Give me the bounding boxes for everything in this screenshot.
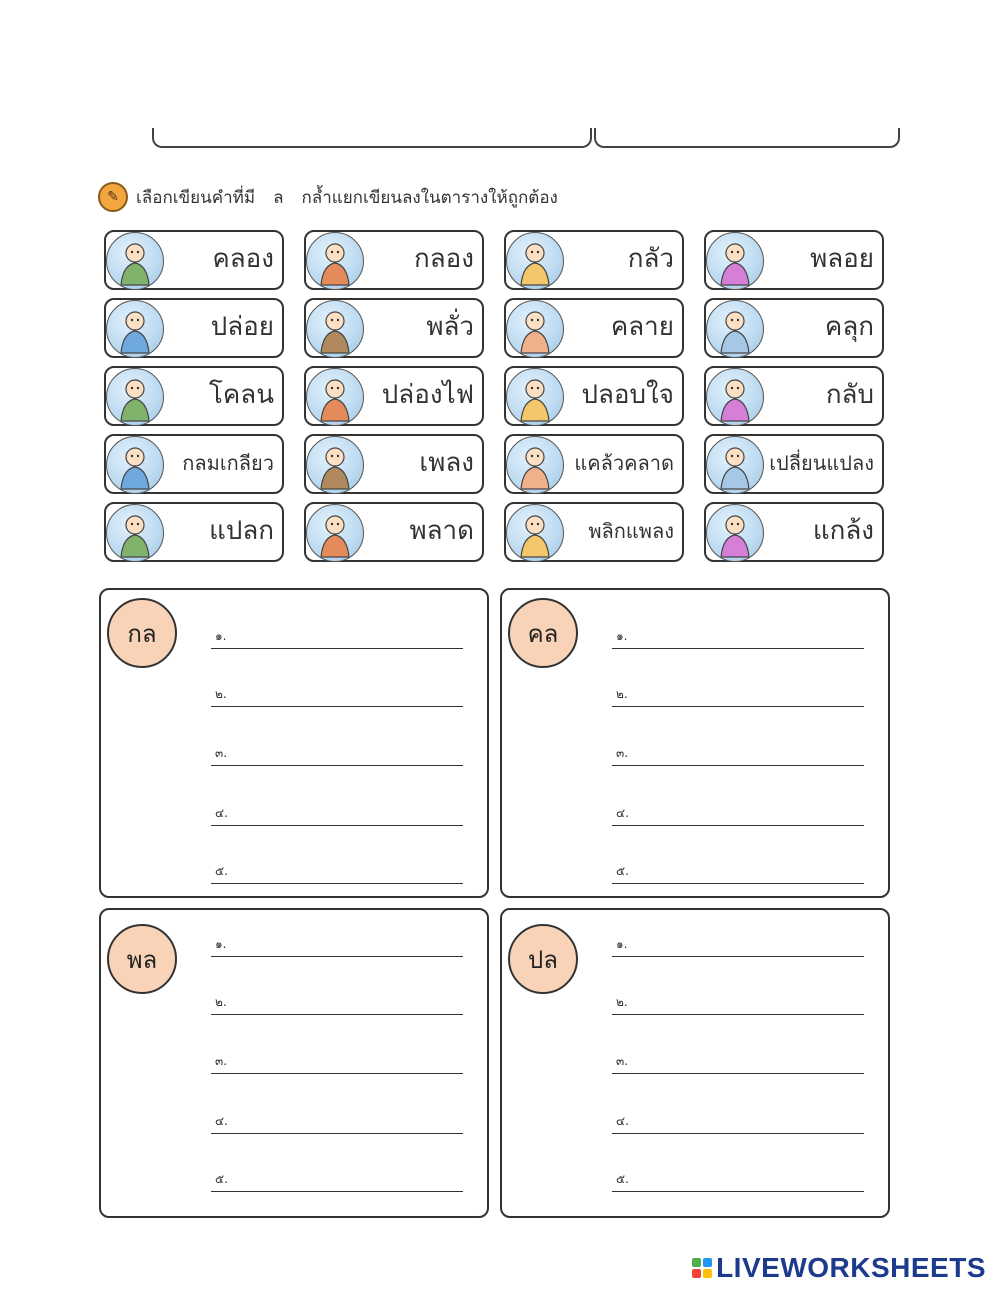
gem-icon bbox=[706, 232, 764, 290]
word-card-text: เปลี่ยนแปลง bbox=[769, 451, 874, 475]
answer-line[interactable]: ๒. bbox=[211, 992, 463, 1015]
answer-line[interactable]: ๒. bbox=[612, 684, 864, 707]
panel-khl bbox=[500, 588, 890, 898]
word-card-text: เพลง bbox=[419, 448, 474, 478]
answer-line[interactable]: ๔. bbox=[612, 1111, 864, 1134]
word-card-text: กลมเกลียว bbox=[182, 451, 274, 475]
answer-line[interactable]: ๓. bbox=[211, 743, 463, 766]
word-card-text: พลอย bbox=[810, 244, 874, 274]
word-card-text: แกล้ง bbox=[812, 516, 874, 546]
answer-line[interactable]: ๑. bbox=[612, 934, 864, 957]
word-card-text: แปลก bbox=[209, 516, 274, 546]
answer-line[interactable]: ๔. bbox=[612, 803, 864, 826]
chimney-icon bbox=[306, 368, 364, 426]
word-card-text: คลุก bbox=[824, 312, 874, 342]
word-card-text: ปล่องไฟ bbox=[381, 380, 474, 410]
word-card-text: พลั่ว bbox=[426, 312, 474, 342]
word-card-text: กลัว bbox=[627, 244, 674, 274]
word-card[interactable] bbox=[304, 230, 482, 288]
comfort-icon bbox=[506, 368, 564, 426]
answer-line[interactable]: ๕. bbox=[211, 1169, 463, 1192]
word-card[interactable] bbox=[704, 434, 882, 492]
mud-icon bbox=[106, 368, 164, 426]
word-card[interactable] bbox=[104, 230, 282, 288]
answer-line[interactable]: ๓. bbox=[612, 743, 864, 766]
word-card[interactable] bbox=[704, 502, 882, 560]
word-card[interactable] bbox=[104, 502, 282, 560]
change-icon bbox=[706, 436, 764, 494]
panel-label-badge: ปล bbox=[508, 924, 578, 994]
answer-line[interactable]: ๑. bbox=[211, 626, 463, 649]
class-field-line[interactable] bbox=[594, 128, 900, 148]
tease-icon bbox=[706, 504, 764, 562]
escape-icon bbox=[506, 436, 564, 494]
river-icon bbox=[106, 232, 164, 290]
instruction bbox=[98, 180, 558, 214]
word-card[interactable] bbox=[504, 230, 682, 288]
instruction-mark: ล bbox=[273, 187, 284, 208]
word-card[interactable] bbox=[704, 230, 882, 288]
answer-line[interactable]: ๔. bbox=[211, 803, 463, 826]
brand-name: LIVEWORKSHEETS bbox=[716, 1252, 986, 1283]
name-field-line[interactable] bbox=[152, 128, 592, 148]
word-card-text: กลอง bbox=[414, 244, 474, 274]
word-card-text: ปลอบใจ bbox=[581, 380, 674, 410]
word-card[interactable] bbox=[504, 434, 682, 492]
word-card[interactable] bbox=[504, 298, 682, 356]
scared-child-icon bbox=[506, 232, 564, 290]
answer-line[interactable]: ๕. bbox=[612, 861, 864, 884]
word-card[interactable] bbox=[304, 298, 482, 356]
word-card[interactable] bbox=[304, 434, 482, 492]
answer-line[interactable]: ๓. bbox=[211, 1051, 463, 1074]
word-card-text: คลอง bbox=[212, 244, 274, 274]
word-card-text: กลับ bbox=[825, 380, 874, 410]
mixing-icon bbox=[706, 300, 764, 358]
word-card[interactable] bbox=[104, 298, 282, 356]
word-card[interactable] bbox=[104, 434, 282, 492]
instruction-text-after: กล้ำแยกเขียนลงในตารางให้ถูกต้อง bbox=[301, 187, 558, 208]
pencil-icon: ✎ bbox=[98, 182, 128, 212]
answer-line[interactable]: ๔. bbox=[211, 1111, 463, 1134]
panel-label-badge: พล bbox=[107, 924, 177, 994]
word-card-text: แคล้วคลาด bbox=[574, 451, 674, 475]
answer-line[interactable]: ๒. bbox=[612, 992, 864, 1015]
return-home-icon bbox=[706, 368, 764, 426]
word-card[interactable] bbox=[304, 502, 482, 560]
panel-pl bbox=[500, 908, 890, 1218]
word-card-text: พลิกแพลง bbox=[588, 519, 674, 543]
instruction-text-before: เลือกเขียนคำที่มี bbox=[136, 187, 256, 208]
dog-boy-icon bbox=[506, 300, 564, 358]
word-card[interactable] bbox=[104, 366, 282, 424]
word-card-text: คลาย bbox=[610, 312, 674, 342]
panel-label-badge: กล bbox=[107, 598, 177, 668]
singing-icon bbox=[306, 436, 364, 494]
logo-icon bbox=[692, 1258, 712, 1278]
answer-line[interactable]: ๒. bbox=[211, 684, 463, 707]
twisted-ankle-icon bbox=[506, 504, 564, 562]
word-card[interactable] bbox=[704, 298, 882, 356]
answer-line[interactable]: ๑. bbox=[612, 626, 864, 649]
word-card[interactable] bbox=[304, 366, 482, 424]
panel-label-badge: คล bbox=[508, 598, 578, 668]
target-miss-icon bbox=[306, 504, 364, 562]
word-card[interactable] bbox=[504, 502, 682, 560]
panel-phl bbox=[99, 908, 489, 1218]
answer-line[interactable]: ๑. bbox=[211, 934, 463, 957]
release-bird-icon bbox=[106, 300, 164, 358]
answer-line[interactable]: ๕. bbox=[612, 1169, 864, 1192]
word-card[interactable] bbox=[504, 366, 682, 424]
panel-kl bbox=[99, 588, 489, 898]
friends-hug-icon bbox=[106, 436, 164, 494]
shovel-icon bbox=[306, 300, 364, 358]
word-card-text: พลาด bbox=[409, 516, 474, 546]
word-card-text: โคลน bbox=[208, 380, 274, 410]
word-card[interactable] bbox=[704, 366, 882, 424]
strange-cat-icon bbox=[106, 504, 164, 562]
drum-boy-icon bbox=[306, 232, 364, 290]
liveworksheets-logo[interactable] bbox=[692, 1252, 986, 1284]
word-card-text: ปล่อย bbox=[210, 312, 274, 342]
answer-line[interactable]: ๓. bbox=[612, 1051, 864, 1074]
answer-line[interactable]: ๕. bbox=[211, 861, 463, 884]
